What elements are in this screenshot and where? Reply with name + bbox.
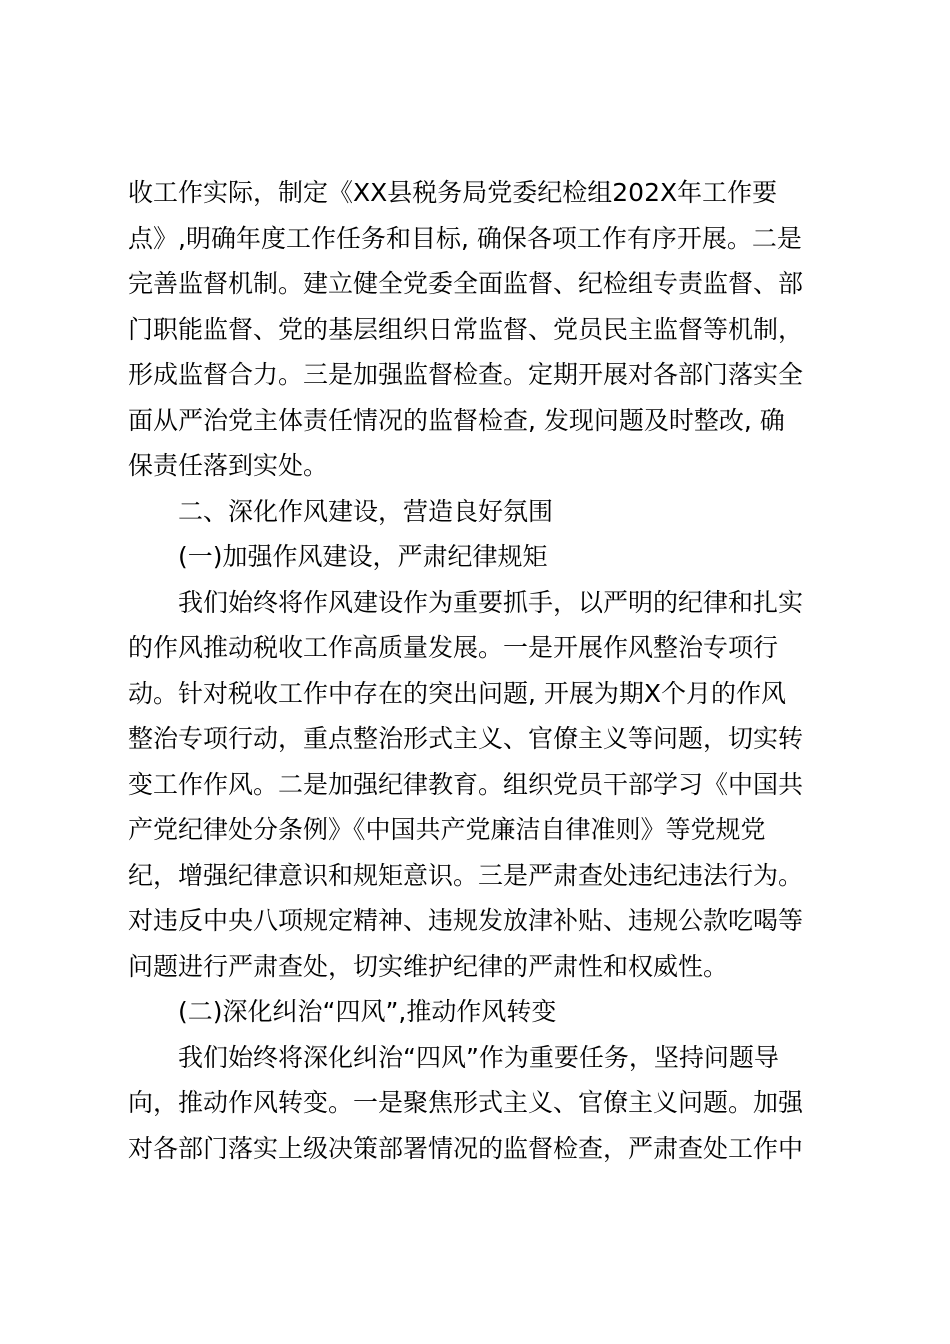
text-line: 点》,明确年度工作任务和目标, 确保各项工作有序开展。二是	[128, 223, 802, 253]
paragraph-start-line: 我们始终将深化纠治“四风”作为重要任务，坚持问题导	[178, 1042, 779, 1072]
text-line: 向，推动作风转变。一是聚焦形式主义、官僚主义问题。加强	[128, 1088, 804, 1117]
paragraph-start-line: 我们始终将作风建设作为重要抓手，以严明的纪律和扎实	[178, 587, 804, 617]
text-line: 变工作作风。二是加强纪律教育。组织党员干部学习《中国共	[128, 769, 804, 799]
subsection-heading: (二)深化纠治“四风”,推动作风转变	[178, 997, 557, 1026]
text-line: 问题进行严肃查处，切实维护纪律的严肃性和权威性。	[128, 951, 729, 981]
text-line: 收工作实际，制定《XX县税务局党委纪检组202X年工作要	[128, 178, 778, 207]
subsection-heading: (一)加强作风建设，严肃纪律规矩	[178, 542, 548, 571]
text-line: 对违反中央八项规定精神、违规发放津补贴、违规公款吃喝等	[128, 906, 804, 935]
text-line: 形成监督合力。三是加强监督检查。定期开展对各部门落实全	[128, 360, 804, 389]
text-line: 的作风推动税收工作高质量发展。一是开展作风整治专项行	[128, 633, 779, 662]
document-body	[128, 170, 822, 1171]
text-line: 产党纪律处分条例》《中国共产党廉洁自律准则》等党规党	[128, 815, 766, 844]
text-line: 纪，增强纪律意识和规矩意识。三是严肃查处违纪违法行为。	[128, 860, 804, 890]
text-line: 面从严治党主体责任情况的监督检查, 发现问题及时整改, 确	[128, 405, 785, 435]
section-heading: 二、深化作风建设，营造良好氛围	[178, 496, 554, 526]
text-line: 整治专项行动，重点整治形式主义、官僚主义等问题，切实转	[128, 724, 804, 753]
text-line: 保责任落到实处。	[128, 451, 329, 480]
text-line: 门职能监督、党的基层组织日常监督、党员民主监督等机制，	[128, 314, 804, 344]
text-line: 完善监督机制。建立健全党委全面监督、纪检组专责监督、部	[128, 269, 804, 298]
text-line: 动。针对税收工作中存在的突出问题, 开展为期X个月的作风	[128, 678, 787, 708]
text-line: 对各部门落实上级决策部署情况的监督检查，严肃查处工作中	[128, 1133, 804, 1163]
